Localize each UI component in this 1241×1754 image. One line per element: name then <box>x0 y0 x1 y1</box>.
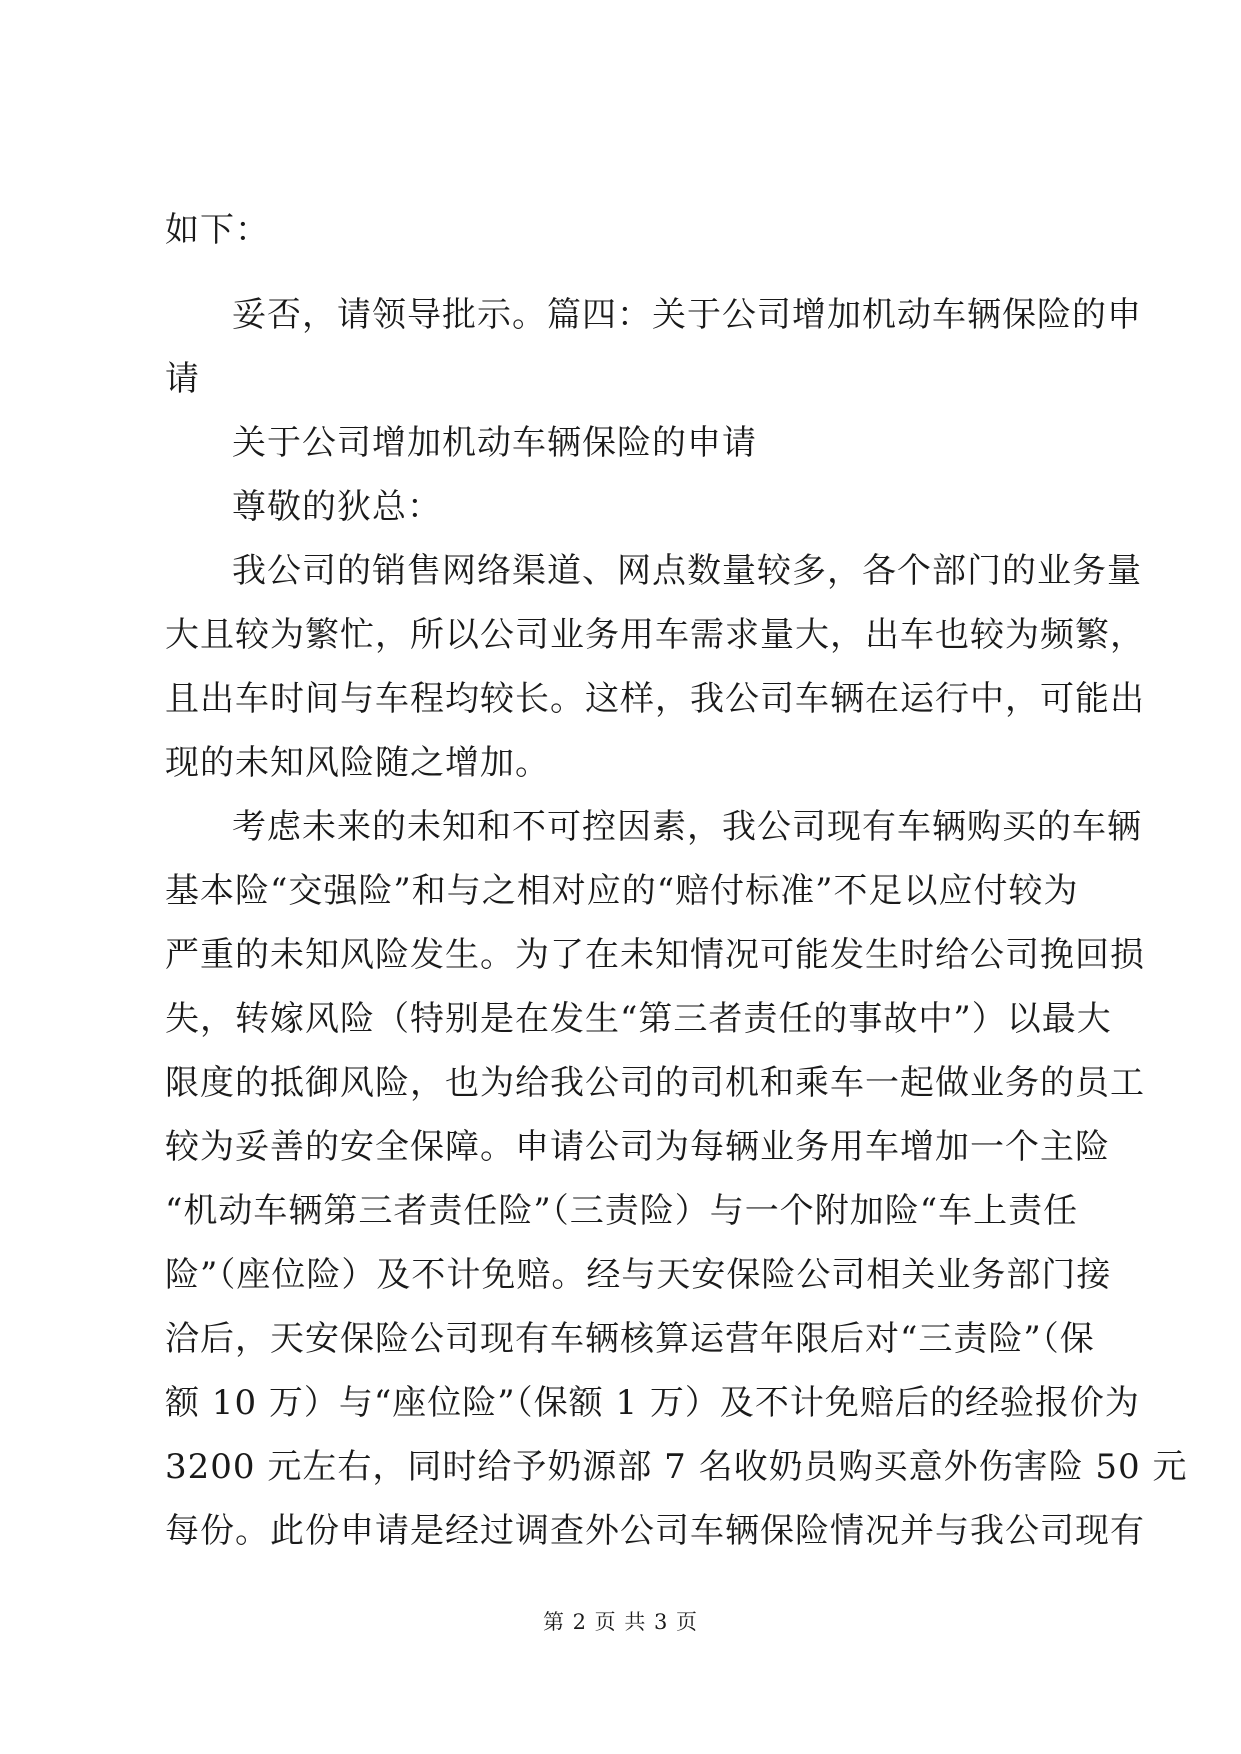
text-line: 且出车时间与车程均较长。这样，我公司车辆在运行中，可能出 <box>165 679 1145 719</box>
document-title: 关于公司增加机动车辆保险的申请 <box>232 423 757 463</box>
text-line: 限度的抵御风险，也为给我公司的司机和乘车一起做业务的员工 <box>165 1063 1145 1103</box>
text-line: 严重的未知风险发生。为了在未知情况可能发生时给公司挽回损 <box>165 935 1145 975</box>
text-line: 较为妥善的安全保障。申请公司为每辆业务用车增加一个主险 <box>165 1127 1110 1167</box>
page-number-footer: 第 2 页 共 3 页 <box>542 1610 699 1634</box>
text-line: 请 <box>165 359 200 399</box>
text-line: 洽后，天安保险公司现有车辆核算运营年限后对“三责险”（保 <box>165 1319 1095 1359</box>
text-line: 基本险“交强险”和与之相对应的“赔付标准”不足以应付较为 <box>165 871 1079 911</box>
text-line: 如下： <box>165 210 270 250</box>
text-line: 每份。此份申请是经过调查外公司车辆保险情况并与我公司现有 <box>165 1511 1145 1551</box>
text-line: 失，转嫁风险（特别是在发生“第三者责任的事故中”）以最大 <box>165 999 1112 1039</box>
text-line: 现的未知风险随之增加。 <box>165 743 550 783</box>
text-line: 额 10 万）与“座位险”（保额 1 万）及不计免赔后的经验报价为 <box>165 1383 1140 1423</box>
text-line: 险”（座位险）及不计免赔。经与天安保险公司相关业务部门接 <box>165 1255 1112 1295</box>
text-line: 大且较为繁忙，所以公司业务用车需求量大，出车也较为频繁， <box>165 615 1145 655</box>
text-line: 我公司的销售网络渠道、网点数量较多，各个部门的业务量 <box>232 551 1142 591</box>
text-line: 3200 元左右，同时给予奶源部 7 名收奶员购买意外伤害险 50 元 <box>165 1447 1188 1487</box>
text-line: 妥否，请领导批示。篇四：关于公司增加机动车辆保险的申 <box>232 295 1142 335</box>
salutation: 尊敬的狄总： <box>232 487 442 527</box>
text-line: “机动车辆第三者责任险”（三责险）与一个附加险“车上责任 <box>165 1191 1079 1231</box>
text-line: 考虑未来的未知和不可控因素，我公司现有车辆购买的车辆 <box>232 807 1142 847</box>
